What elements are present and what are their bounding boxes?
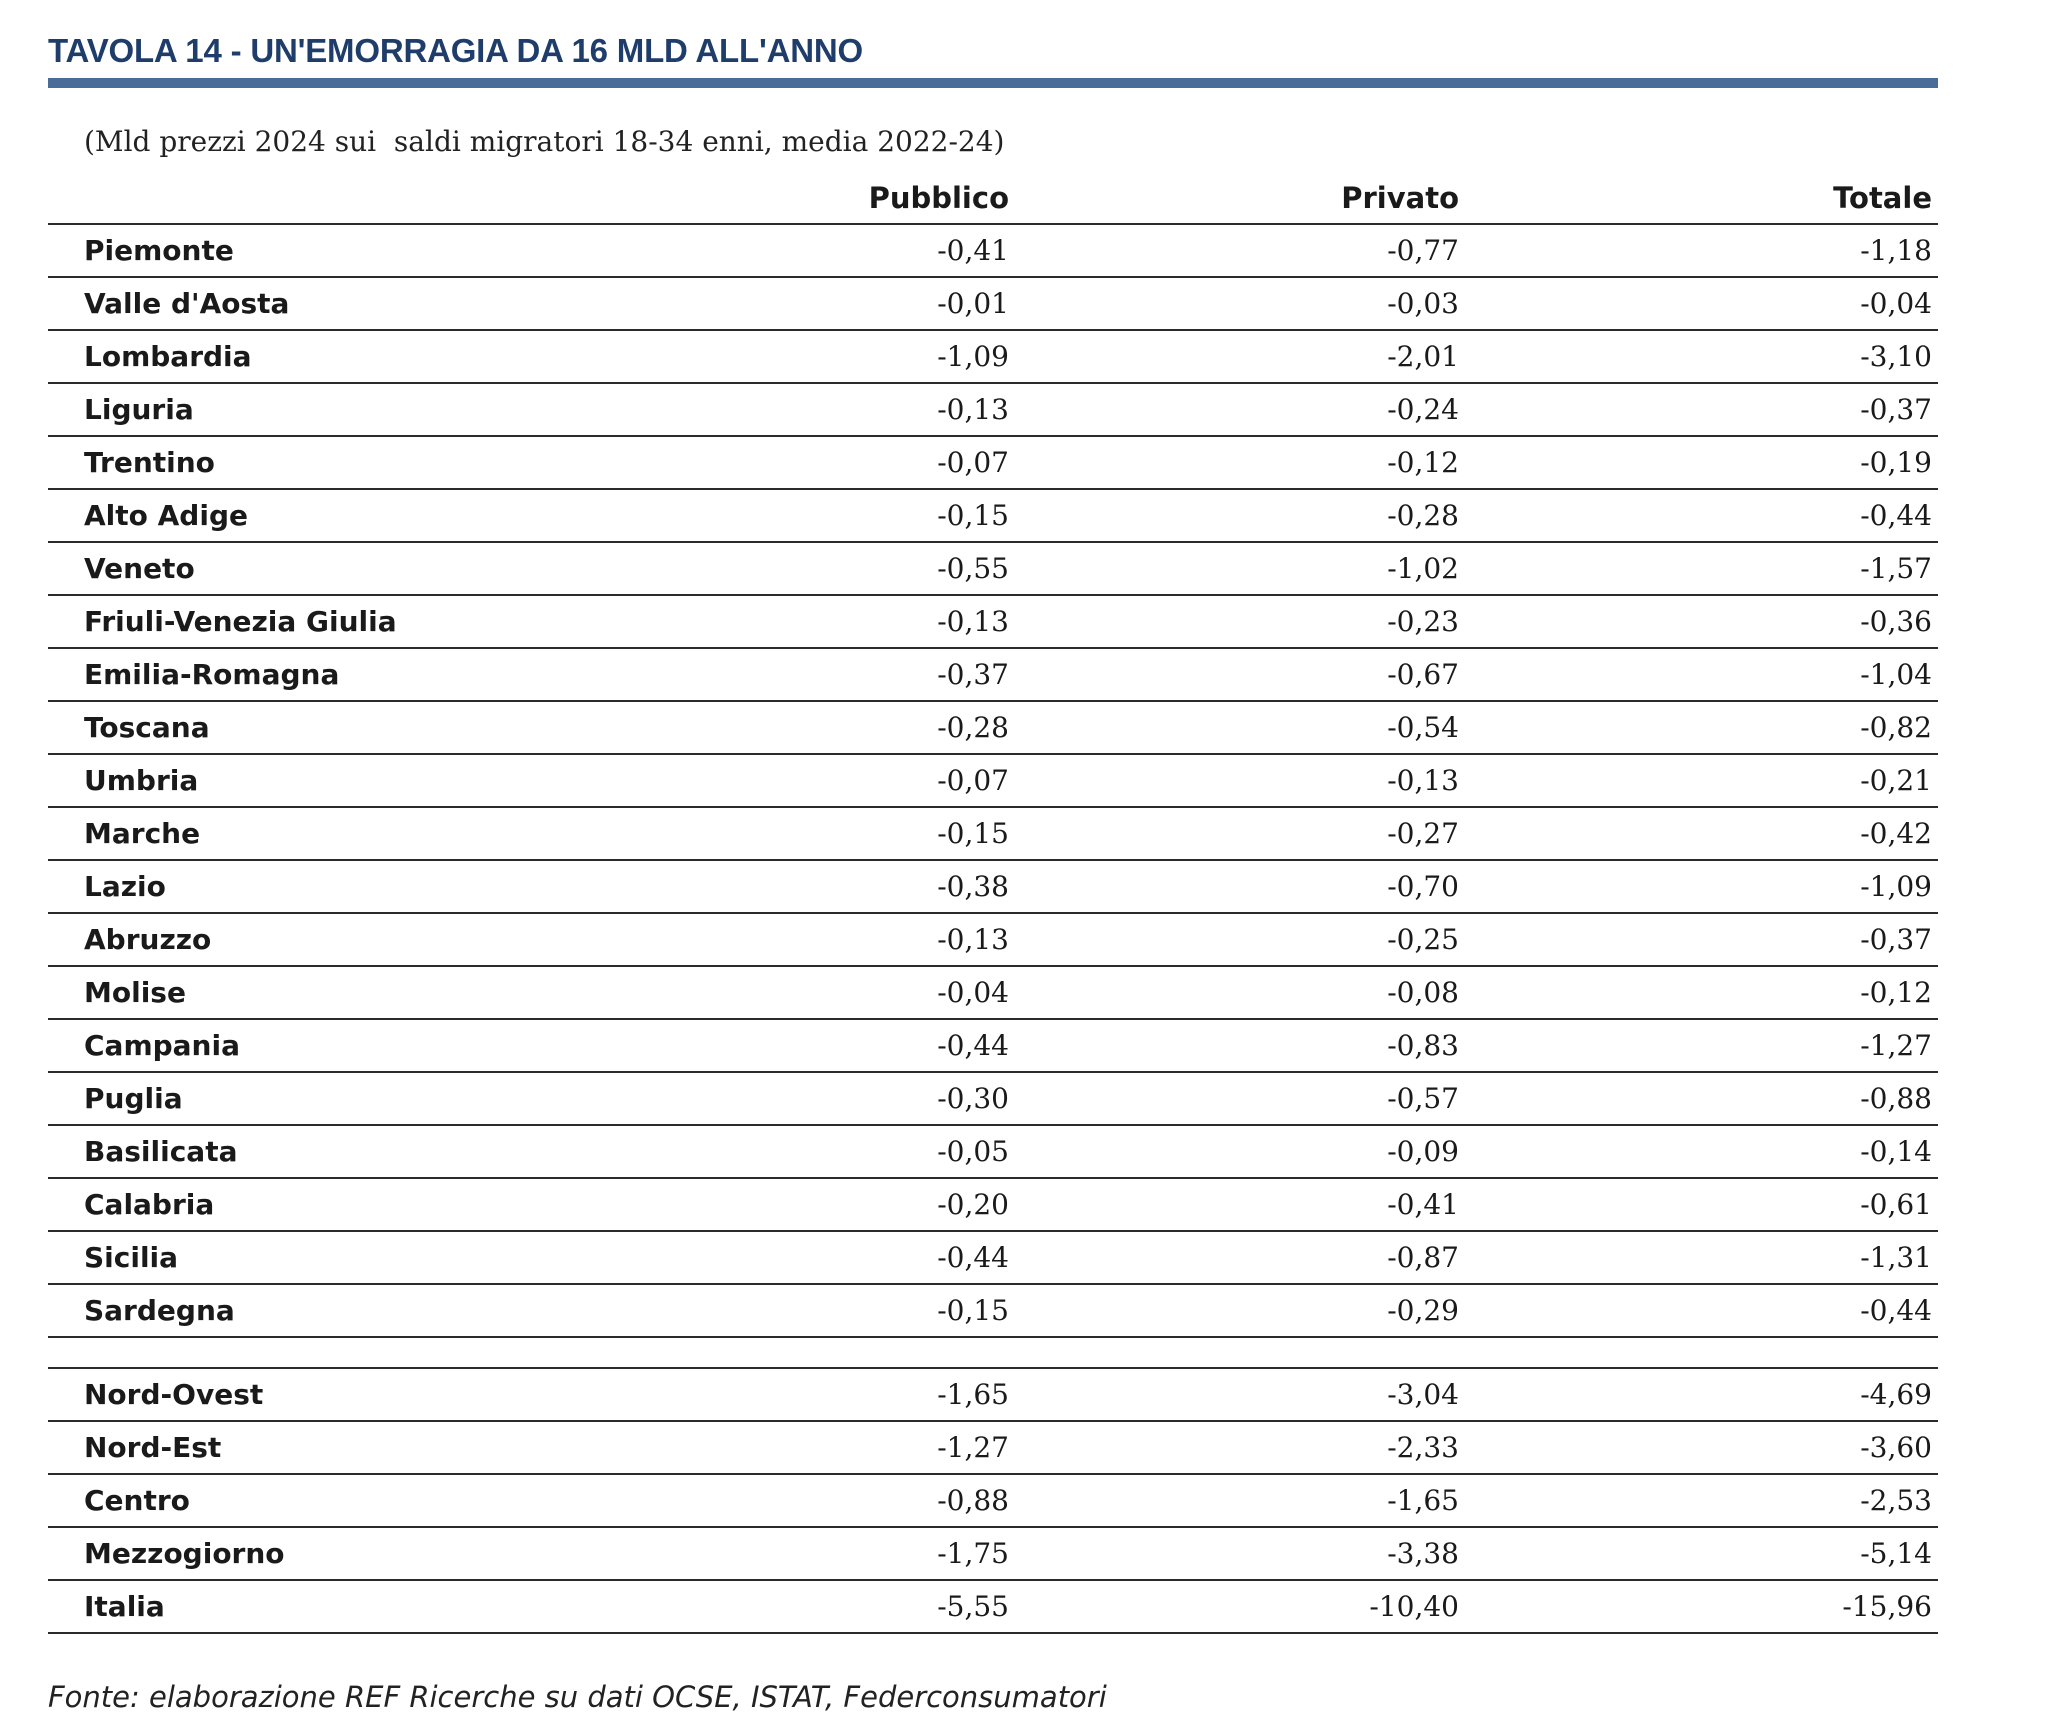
row-pad [1932,1368,1938,1421]
table-row [48,1284,1938,1337]
value-totale: -1,31 [1459,1231,1932,1284]
value-privato: -0,41 [1009,1178,1459,1231]
value-pubblico: -1,09 [648,330,1009,383]
table-row [48,1527,1938,1580]
row-pad [1932,330,1938,383]
value-privato: -0,03 [1009,277,1459,330]
header-totale: Totale [1459,172,1932,224]
region-name: Liguria [48,383,648,436]
row-pad [1932,1072,1938,1125]
row-pad [1932,224,1938,277]
table-row [48,542,1938,595]
value-pubblico: -0,28 [648,701,1009,754]
header-privato: Privato [1009,172,1459,224]
table-row [48,489,1938,542]
region-name: Puglia [48,1072,648,1125]
value-totale: -1,09 [1459,860,1932,913]
value-privato: -3,04 [1009,1368,1459,1421]
value-totale: -0,88 [1459,1072,1932,1125]
table-row [48,1421,1938,1474]
value-pubblico: -0,20 [648,1178,1009,1231]
value-totale: -0,21 [1459,754,1932,807]
region-name: Piemonte [48,224,648,277]
value-pubblico: -0,44 [648,1019,1009,1072]
value-pubblico: -0,15 [648,489,1009,542]
value-privato: -0,57 [1009,1072,1459,1125]
source-note: Fonte: elaborazione REF Ricerche su dati OCSE, ISTAT, Federconsumatori [48,1680,1107,1714]
row-pad [1932,595,1938,648]
row-pad [1932,383,1938,436]
value-privato: -0,77 [1009,224,1459,277]
value-privato: -0,70 [1009,860,1459,913]
value-totale: -0,37 [1459,383,1932,436]
header-pubblico: Pubblico [648,172,1009,224]
value-privato: -10,40 [1009,1580,1459,1633]
value-totale: -4,69 [1459,1368,1932,1421]
table-row [48,1474,1938,1527]
value-privato: -0,29 [1009,1284,1459,1337]
table-row [48,966,1938,1019]
value-totale: -0,42 [1459,807,1932,860]
region-name: Italia [48,1580,648,1633]
value-totale: -0,04 [1459,277,1932,330]
region-name: Nord-Est [48,1421,648,1474]
table-row [48,1580,1938,1633]
value-pubblico: -0,30 [648,1072,1009,1125]
row-pad [1932,1474,1938,1527]
value-pubblico: -0,15 [648,1284,1009,1337]
table-row [48,330,1938,383]
row-pad [1932,913,1938,966]
value-pubblico: -1,75 [648,1527,1009,1580]
value-privato: -3,38 [1009,1527,1459,1580]
row-pad [1932,807,1938,860]
table-row [48,701,1938,754]
row-pad [1932,277,1938,330]
region-name: Friuli-Venezia Giulia [48,595,648,648]
table-row [48,1125,1938,1178]
row-pad [1932,1125,1938,1178]
value-pubblico: -0,38 [648,860,1009,913]
table-row [48,754,1938,807]
value-privato: -0,09 [1009,1125,1459,1178]
region-name: Marche [48,807,648,860]
table-title: TAVOLA 14 - UN'EMORRAGIA DA 16 MLD ALL'ANNO [48,32,863,69]
region-name: Mezzogiorno [48,1527,648,1580]
value-totale: -0,44 [1459,489,1932,542]
table-row [48,436,1938,489]
title-rule [48,78,1938,88]
row-pad [1932,701,1938,754]
table-row [48,1178,1938,1231]
value-privato: -0,25 [1009,913,1459,966]
value-pubblico: -0,05 [648,1125,1009,1178]
row-pad [1932,1421,1938,1474]
value-privato: -2,33 [1009,1421,1459,1474]
table-row [48,595,1938,648]
row-pad [1932,489,1938,542]
value-privato: -0,28 [1009,489,1459,542]
value-totale: -0,61 [1459,1178,1932,1231]
region-name: Trentino [48,436,648,489]
table-row [48,648,1938,701]
value-privato: -0,83 [1009,1019,1459,1072]
region-name: Lazio [48,860,648,913]
table-row [48,383,1938,436]
value-privato: -0,12 [1009,436,1459,489]
region-name: Calabria [48,1178,648,1231]
table-subtitle: (Mld prezzi 2024 sui saldi migratori 18-34 enni, media 2022-24) [84,125,1005,158]
region-name: Toscana [48,701,648,754]
value-pubblico: -0,13 [648,383,1009,436]
table-body [48,224,1938,1633]
region-name: Valle d'Aosta [48,277,648,330]
region-name: Umbria [48,754,648,807]
table-row [48,913,1938,966]
value-totale: -2,53 [1459,1474,1932,1527]
table-row [48,277,1938,330]
value-pubblico: -0,44 [648,1231,1009,1284]
header-row [48,172,1938,224]
value-totale: -5,14 [1459,1527,1932,1580]
value-pubblico: -0,41 [648,224,1009,277]
value-pubblico: -0,55 [648,542,1009,595]
header-pad [1932,172,1938,224]
value-totale: -3,60 [1459,1421,1932,1474]
row-pad [1932,860,1938,913]
value-totale: -3,10 [1459,330,1932,383]
region-name: Centro [48,1474,648,1527]
value-totale: -0,37 [1459,913,1932,966]
region-name: Veneto [48,542,648,595]
row-pad [1932,1019,1938,1072]
value-privato: -0,27 [1009,807,1459,860]
group-separator [48,1337,1938,1368]
value-totale: -0,14 [1459,1125,1932,1178]
header-region [48,172,648,224]
value-pubblico: -1,65 [648,1368,1009,1421]
region-name: Abruzzo [48,913,648,966]
value-pubblico: -0,13 [648,595,1009,648]
region-name: Alto Adige [48,489,648,542]
value-privato: -0,87 [1009,1231,1459,1284]
row-pad [1932,1284,1938,1337]
row-pad [1932,1527,1938,1580]
value-privato: -1,02 [1009,542,1459,595]
value-pubblico: -0,01 [648,277,1009,330]
value-privato: -0,67 [1009,648,1459,701]
region-name: Sicilia [48,1231,648,1284]
region-name: Nord-Ovest [48,1368,648,1421]
value-pubblico: -0,07 [648,754,1009,807]
value-privato: -0,23 [1009,595,1459,648]
value-privato: -0,24 [1009,383,1459,436]
data-table [48,172,1938,1634]
row-pad [1932,1231,1938,1284]
value-pubblico: -0,88 [648,1474,1009,1527]
separator-cell [48,1337,1938,1368]
value-pubblico: -0,07 [648,436,1009,489]
value-totale: -1,57 [1459,542,1932,595]
value-totale: -0,36 [1459,595,1932,648]
value-totale: -0,12 [1459,966,1932,1019]
value-privato: -0,13 [1009,754,1459,807]
row-pad [1932,542,1938,595]
table-row [48,1368,1938,1421]
value-privato: -2,01 [1009,330,1459,383]
value-totale: -0,82 [1459,701,1932,754]
region-name: Basilicata [48,1125,648,1178]
table-row [48,1231,1938,1284]
value-totale: -1,18 [1459,224,1932,277]
value-totale: -0,44 [1459,1284,1932,1337]
row-pad [1932,1580,1938,1633]
row-pad [1932,1178,1938,1231]
value-totale: -15,96 [1459,1580,1932,1633]
row-pad [1932,754,1938,807]
row-pad [1932,436,1938,489]
value-pubblico: -0,13 [648,913,1009,966]
value-totale: -1,04 [1459,648,1932,701]
region-name: Sardegna [48,1284,648,1337]
region-name: Lombardia [48,330,648,383]
region-name: Molise [48,966,648,1019]
value-pubblico: -1,27 [648,1421,1009,1474]
table-row [48,1019,1938,1072]
value-pubblico: -0,04 [648,966,1009,1019]
table-row [48,807,1938,860]
table-row [48,224,1938,277]
value-totale: -1,27 [1459,1019,1932,1072]
value-privato: -0,54 [1009,701,1459,754]
table-row [48,860,1938,913]
value-pubblico: -0,37 [648,648,1009,701]
region-name: Emilia-Romagna [48,648,648,701]
value-privato: -0,08 [1009,966,1459,1019]
table-row [48,1072,1938,1125]
row-pad [1932,966,1938,1019]
value-privato: -1,65 [1009,1474,1459,1527]
value-pubblico: -5,55 [648,1580,1009,1633]
row-pad [1932,648,1938,701]
region-name: Campania [48,1019,648,1072]
value-pubblico: -0,15 [648,807,1009,860]
value-totale: -0,19 [1459,436,1932,489]
